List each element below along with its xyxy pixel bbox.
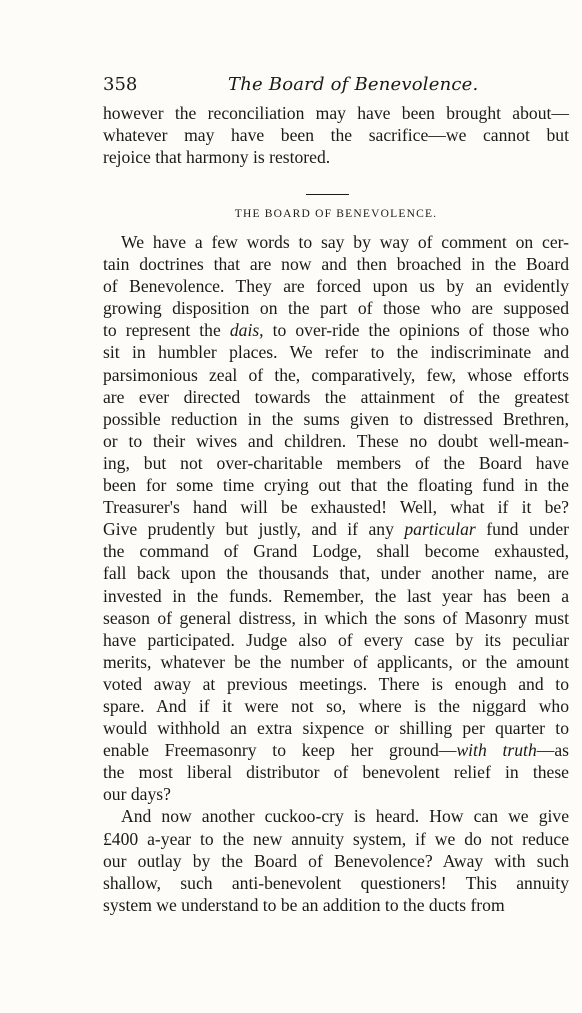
- intro-line: however the reconciliation may have been brought about—: [103, 103, 569, 123]
- text-line: shallow, such anti-benevolent questioners! This annuity: [103, 872, 569, 893]
- running-title: The Board of Benevolence.: [228, 74, 479, 95]
- text-line: We have a few words to say by way of comment on cer-: [121, 232, 569, 252]
- intro-line: rejoice that harmony is restored.: [103, 147, 331, 168]
- text-line: Treasurer's hand will be exhausted! Well, what if it be?: [103, 497, 569, 518]
- text-line: to represent the dais, to over-ride the opinions of those who: [103, 320, 569, 341]
- text-line: tain doctrines that are now and then broached in the Board: [103, 254, 569, 275]
- page-header: [103, 74, 571, 100]
- text-line: have participated. Judge also of every case by its peculiar: [103, 629, 569, 650]
- intro-line: whatever may have been the sacrifice—we cannot but: [103, 125, 569, 146]
- text-line: season of general distress, in which the sons of Masonry must: [103, 607, 569, 628]
- italic-phrase: with truth: [456, 740, 537, 761]
- italic-phrase: particular: [404, 519, 476, 540]
- paragraph-1: [103, 231, 569, 805]
- text-line: our outlay by the Board of Benevolence? Away with such: [103, 850, 569, 871]
- text-line: Give prudently but justly, and if any particular fund under: [103, 519, 569, 540]
- text-line: £400 a-year to the new annuity system, if we do not reduce: [103, 828, 569, 849]
- text-line: invested in the funds. Remember, the last year has been a: [103, 585, 569, 606]
- text-line: merits, whatever be the number of applicants, or the amount: [103, 651, 569, 672]
- text-line: been for some time crying out that the floating fund in the: [103, 475, 569, 496]
- section-title: THE BOARD OF BENEVOLENCE.: [234, 208, 438, 220]
- text-line: system we understand to be an addition to the ducts from: [103, 894, 505, 915]
- italic-phrase: dais,: [229, 320, 264, 341]
- text-line: the most liberal distributor of benevolent relief in these: [103, 762, 569, 783]
- text-line: of Benevolence. They are forced upon us by an evidently: [103, 276, 569, 297]
- text-line: ing, but not over-charitable members of the Board have: [103, 452, 569, 473]
- text-line: fall back upon the thousands that, under another name, are: [103, 563, 569, 584]
- text-line: And now another cuckoo-cry is heard. How can we give: [121, 806, 569, 827]
- text-line: spare. And if it were not so, where is the niggard who: [103, 695, 569, 716]
- text-line: growing disposition on the part of those who are supposed: [103, 298, 569, 319]
- text-line: enable Freemasonry to keep her ground—with truth—as: [103, 740, 569, 761]
- text-line: possible reduction in the sums given to distressed Brethren,: [103, 408, 569, 429]
- text-line: voted away at previous meetings. There is enough and to: [103, 673, 569, 694]
- text-line: are ever directed towards the attainment of the greatest: [103, 386, 569, 407]
- text-line: sit in humbler places. We refer to the indiscriminate and: [103, 342, 569, 363]
- page-number: 358: [103, 74, 138, 95]
- text-line: would withhold an extra sixpence or shilling per quarter to: [103, 718, 569, 739]
- article-body: [103, 231, 569, 916]
- text-line: or to their wives and children. These no doubt well-mean-: [103, 430, 569, 451]
- paragraph-2: [103, 805, 569, 915]
- text-line: our days?: [103, 784, 171, 805]
- intro-paragraph: [103, 102, 569, 168]
- text-line: the command of Grand Lodge, shall become exhausted,: [103, 541, 569, 562]
- text-line: parsimonious zeal of the, comparatively, few, whose efforts: [103, 364, 569, 385]
- section-divider: [306, 194, 349, 195]
